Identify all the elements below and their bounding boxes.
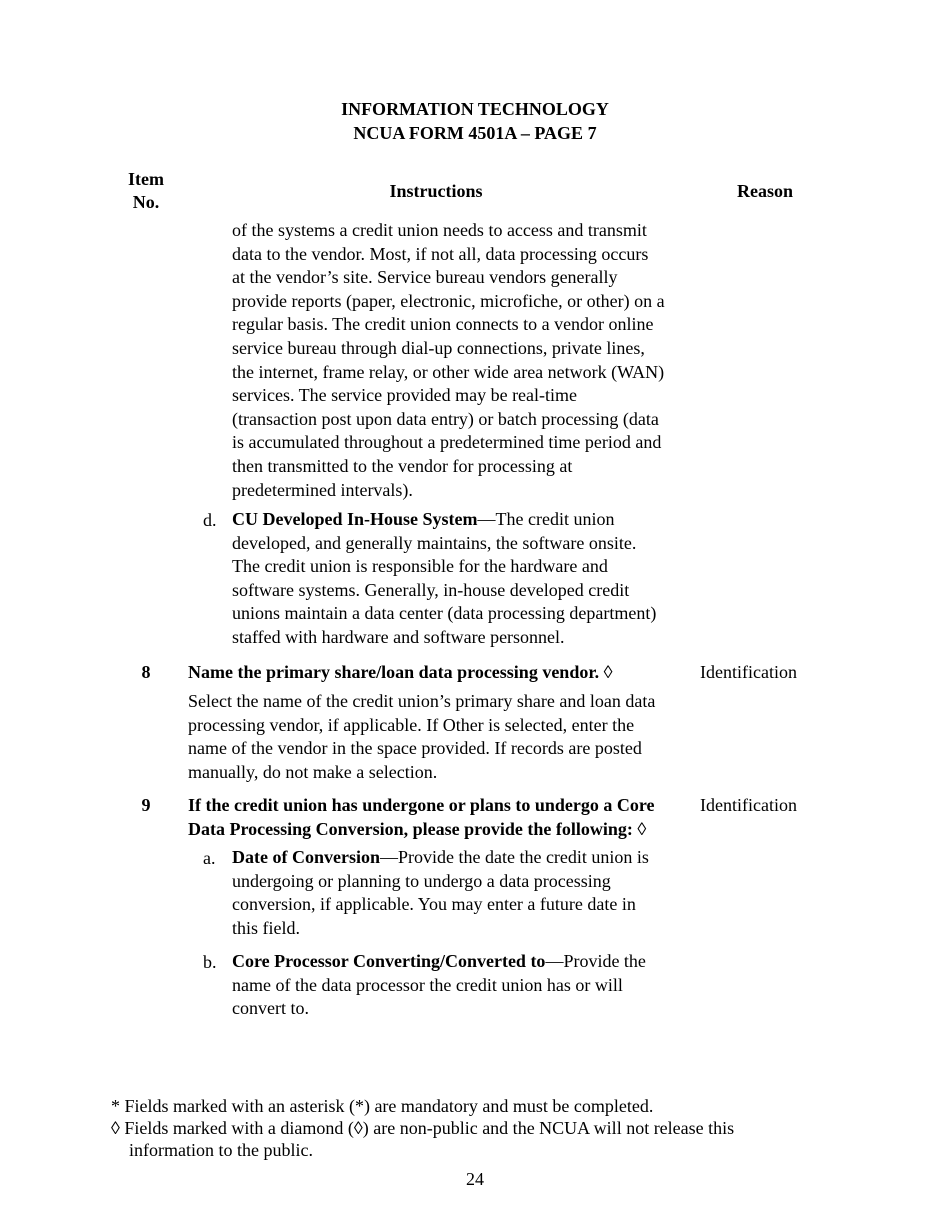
text-line: unions maintain a data center (data processing department): [232, 603, 657, 624]
footnote-diamond-continued: information to the public.: [129, 1140, 313, 1160]
subitem-b-term: Core Processor Converting/Converted to: [232, 951, 546, 971]
text-line: provide reports (paper, electronic, microfiche, or other) on a: [232, 290, 665, 311]
text-line: services. The service provided may be real-time: [232, 385, 578, 406]
item-number-8: 8: [141, 662, 151, 682]
subitem-a-term: Date of Conversion: [232, 847, 380, 867]
text-line: Data Processing Conversion, please provide the following: ◊: [188, 818, 647, 839]
text-line: predetermined intervals).: [232, 479, 413, 500]
item-number-9: 9: [141, 795, 151, 815]
footnote-asterisk: * Fields marked with an asterisk (*) are mandatory and must be completed.: [111, 1096, 654, 1116]
text-line: [232, 950, 646, 974]
text-line: conversion, if applicable. You may enter a future date in: [232, 894, 636, 915]
text-line: name of the vendor in the space provided. If records are posted: [188, 738, 642, 759]
page-title: INFORMATION TECHNOLOGY: [341, 99, 609, 119]
column-header-item-text: Item No.: [128, 169, 164, 212]
text-line: The credit union is responsible for the hardware and: [232, 556, 608, 577]
subitem-b-paragraph: [232, 950, 646, 1021]
text-line: [232, 508, 656, 532]
text-segment: —Provide the date the credit union is: [379, 847, 649, 867]
text-line: of the systems a credit union needs to access and transmit: [232, 220, 647, 240]
column-header-reason: Reason: [736, 181, 793, 201]
text-line: developed, and generally maintains, the software onsite.: [232, 532, 637, 553]
page-number: 24: [466, 1169, 484, 1189]
item-8-paragraph: [188, 690, 655, 784]
page-subtitle: NCUA FORM 4501A – PAGE 7: [353, 123, 597, 143]
continuation-paragraph: [232, 219, 665, 502]
subitem-a-paragraph: [232, 846, 649, 940]
item-9-reason: Identification: [700, 795, 797, 815]
item-9-heading: [188, 794, 655, 841]
item-8-heading: Name the primary share/loan data processing vendor. ◊: [188, 662, 613, 682]
text-line: name of the data processor the credit union has or will: [232, 974, 623, 995]
text-line: regular basis. The credit union connects to a vendor online: [232, 314, 654, 335]
subitem-d-term: CU Developed In-House System: [232, 509, 478, 529]
text-line: convert to.: [232, 998, 309, 1019]
text-line: software systems. Generally, in-house developed credit: [232, 579, 630, 600]
text-line: Select the name of the credit union’s primary share and loan data: [188, 691, 656, 711]
text-line: data to the vendor. Most, if not all, data processing occurs: [232, 243, 649, 264]
column-header-instructions: Instructions: [389, 181, 483, 201]
subitem-label-b: b.: [203, 952, 217, 972]
text-line: manually, do not make a selection.: [188, 761, 438, 782]
text-line: the internet, frame relay, or other wide area network (WAN): [232, 361, 665, 382]
text-line: undergoing or planning to undergo a data processing: [232, 870, 611, 891]
text-segment: —The credit union: [477, 509, 615, 529]
text-line: is accumulated throughout a predetermined time period and: [232, 432, 662, 453]
text-line: staffed with hardware and software personnel.: [232, 626, 565, 647]
text-line: service bureau through dial-up connections, private lines,: [232, 337, 645, 358]
column-header-item: [110, 168, 182, 214]
text-line: [232, 846, 649, 870]
text-segment: —Provide the: [545, 951, 646, 971]
footnote-diamond: ◊ Fields marked with a diamond (◊) are non-public and the NCUA will not release this: [111, 1118, 735, 1138]
item-8-reason: Identification: [700, 662, 797, 682]
subitem-d-paragraph: [232, 508, 656, 650]
text-line: at the vendor’s site. Service bureau vendors generally: [232, 267, 618, 288]
subitem-label-d: d.: [203, 510, 217, 530]
subitem-label-a: a.: [203, 848, 216, 868]
text-line: (transaction post upon data entry) or batch processing (data: [232, 408, 659, 429]
text-line: processing vendor, if applicable. If Other is selected, enter the: [188, 714, 635, 735]
text-line: If the credit union has undergone or plans to undergo a Core: [188, 795, 655, 815]
text-line: this field.: [232, 917, 300, 938]
text-line: then transmitted to the vendor for processing at: [232, 455, 573, 476]
